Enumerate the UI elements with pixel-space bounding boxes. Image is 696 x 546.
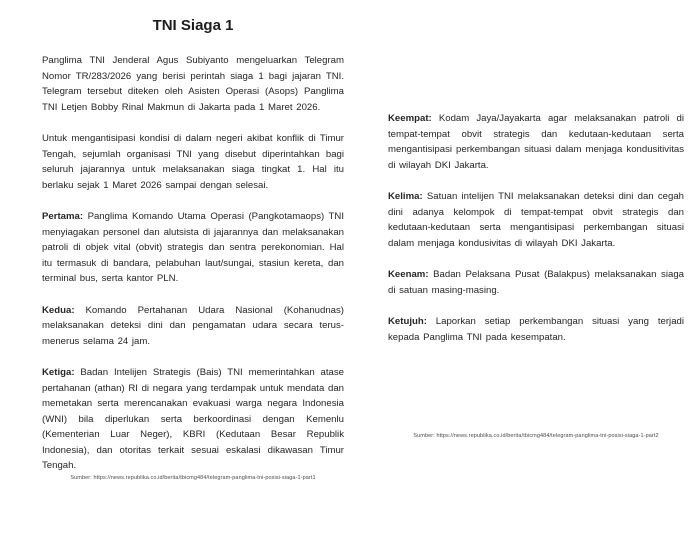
paragraph-lead: Pertama: xyxy=(42,211,84,222)
paragraph-lead: Ketujuh: xyxy=(388,316,427,327)
paragraph-text: Badan Pelaksana Pusat (Balakpus) melaksanakan siaga di satuan masing-masing. xyxy=(388,269,684,296)
paragraph-lead: Keenam: xyxy=(388,269,429,280)
paragraph-text: Panglima TNI Jenderal Agus Subiyanto mengeluarkan Telegram Nomor TR/283/2026 yang berisi perintah siaga 1 bagi jajaran TNI. Telegram tersebut diteken oleh Asisten Operasi (Asops) Panglima TNI Letjen Bobby Rinal Makmun di Jakarta pada 1 Maret 2026. xyxy=(42,55,344,113)
paragraph-text: Untuk mengantisipasi kondisi di dalam negeri akibat konflik di Timur Tengah, sejumlah organisasi TNI yang disebut diperintahkan bagi seluruh jajarannya untuk melaksanakan siaga tingkat 1. Hal itu berlaku sejak 1 Maret 2026 sampai dengan selesai. xyxy=(42,133,344,191)
paragraph xyxy=(42,53,344,115)
paragraph-lead: Kedua: xyxy=(42,304,75,316)
paragraph xyxy=(388,189,684,251)
paragraph-text: Komando Pertahanan Udara Nasional (Kohanudnas) melaksanakan deteksi dini dan pengamatan udara secara terus-menerus selama 24 jam. xyxy=(42,304,344,347)
paragraph xyxy=(42,209,344,287)
page-title: TNI Siaga 1 xyxy=(152,17,234,34)
paragraph-text: Kodam Jaya/Jayakarta agar melaksanakan patroli di tempat-tempat obvit strategis dan kedutaan-kedutaan serta mengantisipasi perkembangan situasi dalam menjaga kondusitivitas di wilayah DKI Jakarta. xyxy=(388,113,684,171)
paragraph xyxy=(388,111,684,173)
source-citation-left: Sumber: https://news.republika.co.id/berita/tbicmg484/telegram-panglima-tni-posisi-siaga-1-part1 xyxy=(70,475,316,481)
paragraph xyxy=(388,267,684,298)
paragraph xyxy=(42,365,344,474)
paragraph-text: Laporkan setiap perkembangan situasi yang terjadi kepada Panglima TNI pada kesempatan. xyxy=(388,316,684,343)
paragraph-text: Panglima Komando Utama Operasi (Pangkotamaops) TNI menyiagakan personel dan alutsista di jajarannya dan melaksanakan patroli di objek vital (obvit) strategis dan sentra perekonomian. Hal itu termasuk di bandara, pelabuhan laut/sungai, stasiun kereta, dan terminal bus, serta kantor PLN. xyxy=(42,211,344,284)
paragraph-lead: Ketiga: xyxy=(42,367,75,378)
right-column xyxy=(388,111,684,361)
paragraph-text: Satuan intelijen TNI melaksanakan deteksi dini dan cegah dini adanya kelompok di tempat-tempat obvit strategis dan kedutaan-kedutaan serta mengantisipasi perkembangan situasi dalam menjaga kondusivitas di wilayah DKI Jakarta. xyxy=(388,191,684,249)
left-column xyxy=(42,12,344,490)
paragraph-text: Badan Intelijen Strategis (Bais) TNI memerintahkan atase pertahanan (athan) RI di negara yang terdampak untuk mendata dan memetakan serta merencanakan evakuasi warga negara Indonesia (WNI) bila diperlukan serta berkoordinasi dengan Kemenlu (Kementerian Luar Neger), KBRI (Kedutaan Besar Republik Indonesia), dan otoritas terkait sesuai eskalasi dikawasan Timur Tengah. xyxy=(42,367,344,471)
paragraph xyxy=(42,131,344,193)
paragraph-lead: Keempat: xyxy=(388,113,432,124)
paragraph-lead: Kelima: xyxy=(388,191,423,202)
paragraph xyxy=(388,314,684,345)
paragraph xyxy=(42,303,344,350)
source-citation-right: Sumber: https://news.republika.co.id/berita/tbicmg484/telegram-panglima-tni-posisi-siaga-1-part2 xyxy=(413,433,659,439)
